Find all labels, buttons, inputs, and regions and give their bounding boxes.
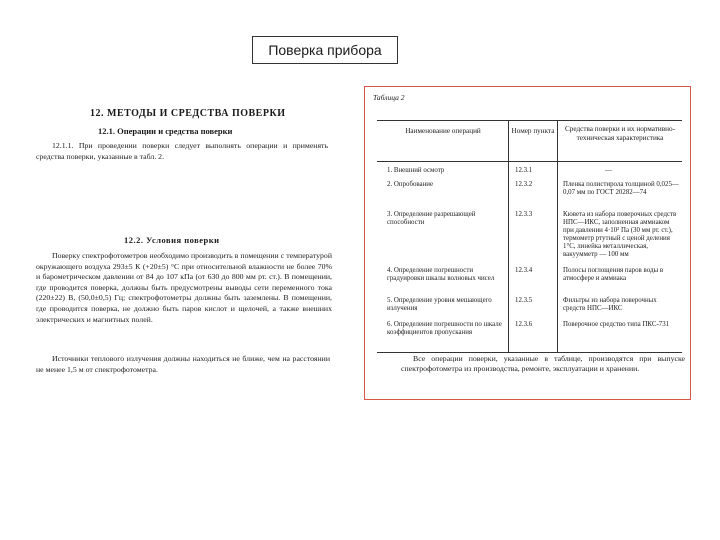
left-document-page xyxy=(36,100,342,390)
table-header-tools: Средства поверки и их нормативно-техническая характеристика xyxy=(565,125,675,142)
row-3-operation: 3. Определение разрешающей способности xyxy=(387,211,476,226)
row-3-point: 12.3.3 xyxy=(515,211,533,218)
table-bottom-rule xyxy=(377,352,682,353)
table-top-rule xyxy=(377,120,682,121)
row-5-point: 12.3.5 xyxy=(515,297,533,304)
row-4-tool: Полосы поглощения паров воды в атмосфере и аммиака xyxy=(563,267,664,282)
table-col-rule-1 xyxy=(508,120,509,352)
row-3-tool: Кювета из набора поверочных средств НПС—ИКС, заполненная аммиаком при давлении 4·10² Па (30 мм рт. ст.), термометр ртутный с ценой деления 1°С, линейка металлическая, вакуумметр — 100 мм xyxy=(563,211,677,258)
row-6-tool: Поверочное средство типа ПКС-731 xyxy=(563,321,670,328)
row-5-tool: Фильтры из набора поверочных средств НПС—ИКС xyxy=(563,297,657,312)
table-header-rule xyxy=(377,161,682,162)
row-1-operation: 1. Внешний осмотр xyxy=(387,167,445,174)
row-1-point: 12.3.1 xyxy=(515,167,533,174)
row-6-point: 12.3.6 xyxy=(515,321,533,328)
row-2-point: 12.3.2 xyxy=(515,181,533,188)
table-header-point: Номер пункта xyxy=(511,127,555,135)
table-frame xyxy=(364,86,691,400)
row-2-tool: Пленка полистирола толщиной 0,025—0,07 мм по ГОСТ 20282—74 xyxy=(563,181,679,196)
paragraph-1: 12.1.1. При проведении поверки следует выполнять операции и применять средства поверки, указанные в табл. 2. xyxy=(36,141,328,161)
row-4-point: 12.3.4 xyxy=(515,267,533,274)
section-title: 12. МЕТОДЫ И СРЕДСТВА ПОВЕРКИ xyxy=(90,108,286,119)
row-1-tool: — xyxy=(605,167,612,174)
paragraph-2: Поверку спектрофотометров необходимо производить в помещении с температурой окружающего воздуха 293±5 К (+20±5) °С при относительной влажности не более 70% и барометрическом давлении от 84 до 107 кПа (от 630 до 800 мм рт. ст.). В помещении, где проводится поверка, должны быть предусмотрены выводы сети переменного тока (220±22) В, (50,0±0,5) Гц; спектрофотометры должны быть заземлены. В помещении, где проводится поверка, не должно быть паров кислот и щелочей, а также внешних электрических и магнитных полей. xyxy=(36,251,332,324)
table-caption: Таблица 2 xyxy=(373,93,405,102)
table-col-rule-2 xyxy=(557,120,558,352)
row-2-operation: 2. Опробование xyxy=(387,181,434,188)
table-note: Все операции поверки, указанные в таблице, производятся при выпуске спектрофотометра из производства, ремонте, эксплуатации и хранении. xyxy=(401,354,685,374)
subsection-title-2: 12.2. Условия поверки xyxy=(124,235,220,245)
table-header-operation: Наименование операций xyxy=(405,127,481,135)
row-5-operation: 5. Определение уровня мешающего излучения xyxy=(387,297,492,312)
paragraph-3: Источники теплового излучения должны находиться не ближе, чем на расстоянии не менее 1,5 м от спектрофотометра. xyxy=(36,354,330,374)
slide-title: Поверка прибора xyxy=(252,36,398,64)
row-4-operation: 4. Определение погрешности градуировки шкалы волновых чисел xyxy=(387,267,495,282)
subsection-title-1: 12.1. Операции и средства поверки xyxy=(98,126,233,136)
row-6-operation: 6. Определение погрешности по шкале коэффициентов пропускания xyxy=(387,321,502,336)
